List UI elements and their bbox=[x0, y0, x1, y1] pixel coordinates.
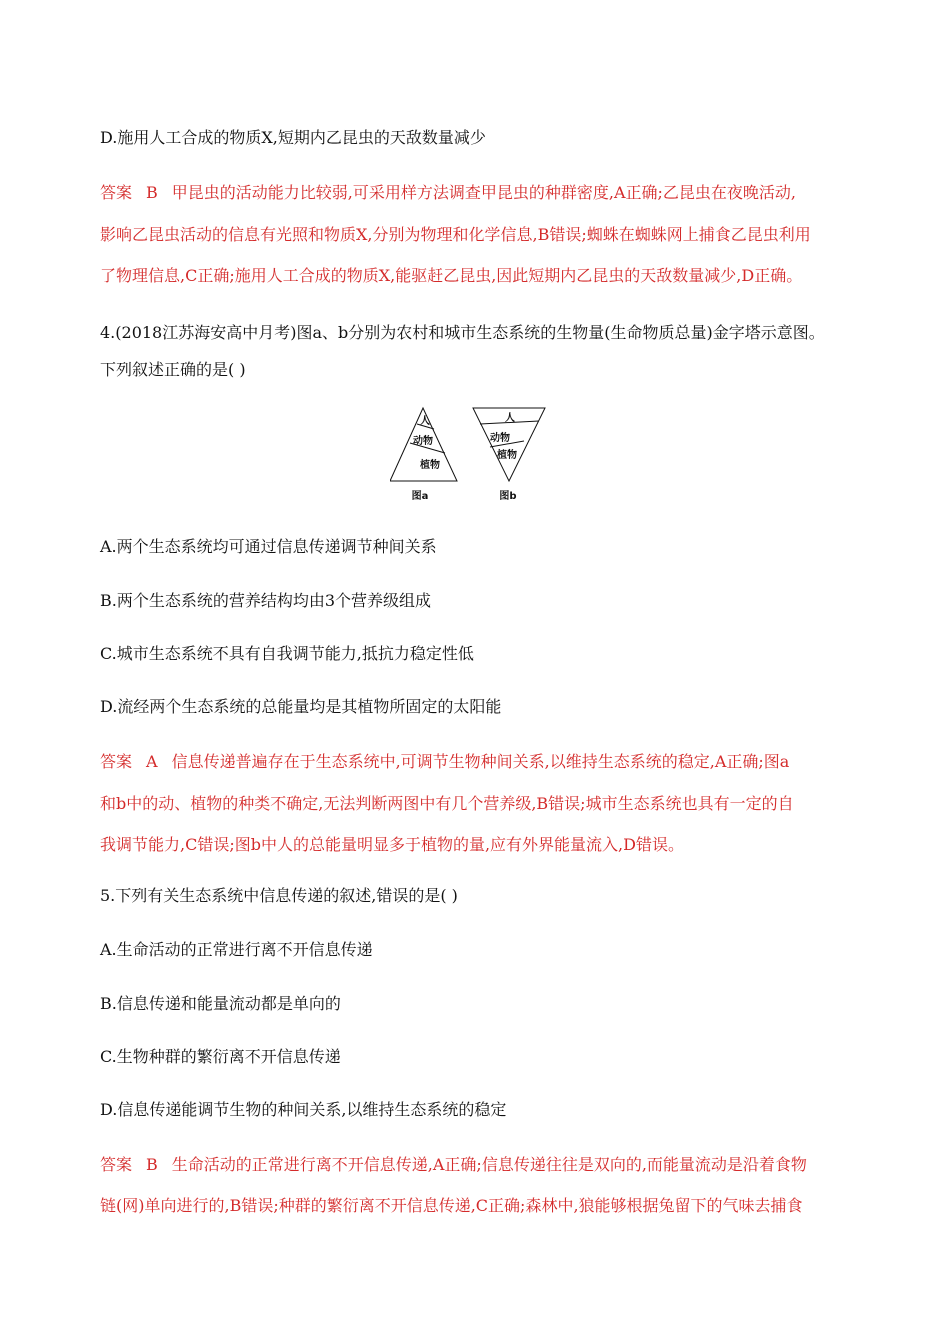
q4-option-b: B.两个生态系统的营养结构均由3个营养级组成 bbox=[100, 591, 432, 610]
q4-stem-line-1: 4.(2018江苏海安高中月考)图a、b分别为农村和城市生态系统的生物量(生命物质总量)金字塔示意图。 bbox=[100, 323, 825, 342]
answer-key: B bbox=[146, 1155, 158, 1174]
answer-label: 答案 bbox=[100, 183, 133, 202]
q4-answer-line-3: 我调节能力,C错误;图b中人的总能量明显多于植物的量,应有外界能量流入,D错误。 bbox=[100, 835, 684, 854]
q3-answer-line-1 bbox=[100, 183, 860, 203]
pyramid-b bbox=[473, 408, 545, 502]
answer-explanation: 甲昆虫的活动能力比较弱,可采用样方法调查甲昆虫的种群密度,A正确;乙昆虫在夜晚活动, bbox=[171, 183, 796, 202]
answer-key: B bbox=[146, 183, 158, 202]
q4-answer-line-2: 和b中的动、植物的种类不确定,无法判断两图中有几个营养级,B错误;城市生态系统也具有一定的自 bbox=[100, 794, 794, 813]
q3-answer-line-3: 了物理信息,C正确;施用人工合成的物质X,能驱赶乙昆虫,因此短期内乙昆虫的天敌数量减少,D正确。 bbox=[100, 266, 803, 285]
q5-answer-line-1 bbox=[100, 1155, 860, 1175]
pyramid-figure bbox=[390, 403, 560, 503]
q5-option-b: B.信息传递和能量流动都是单向的 bbox=[100, 994, 341, 1013]
pyramid-a-bottom-label: 植物 bbox=[420, 460, 440, 471]
q4-answer-line-1 bbox=[100, 752, 860, 772]
q5-option-a: A.生命活动的正常进行离不开信息传递 bbox=[100, 940, 373, 959]
pyramid-a-middle-label: 动物 bbox=[413, 436, 433, 447]
q3-option-d: D.施用人工合成的物质X,短期内乙昆虫的天敌数量减少 bbox=[100, 128, 486, 147]
q5-stem: 5.下列有关生态系统中信息传递的叙述,错误的是( ) bbox=[100, 886, 458, 905]
answer-label: 答案 bbox=[100, 1155, 133, 1174]
pyramid-b-middle-label: 动物 bbox=[490, 433, 510, 444]
q4-option-d: D.流经两个生态系统的总能量均是其植物所固定的太阳能 bbox=[100, 697, 502, 716]
q4-stem-line-2: 下列叙述正确的是( ) bbox=[100, 360, 246, 379]
pyramid-b-caption: 图b bbox=[499, 491, 517, 502]
q3-answer-line-2: 影响乙昆虫活动的信息有光照和物质X,分别为物理和化学信息,B错误;蜘蛛在蜘蛛网上捕食乙昆虫利用 bbox=[100, 225, 811, 244]
answer-key: A bbox=[146, 752, 158, 771]
q4-option-c: C.城市生态系统不具有自我调节能力,抵抗力稳定性低 bbox=[100, 644, 474, 663]
q4-option-a: A.两个生态系统均可通过信息传递调节种间关系 bbox=[100, 537, 437, 556]
q5-option-c: C.生物种群的繁衍离不开信息传递 bbox=[100, 1047, 341, 1066]
q5-answer-line-2: 链(网)单向进行的,B错误;种群的繁衍离不开信息传递,C正确;森林中,狼能够根据兔留下的气味去捕食 bbox=[100, 1196, 803, 1215]
q5-option-d: D.信息传递能调节生物的种间关系,以维持生态系统的稳定 bbox=[100, 1100, 507, 1119]
pyramid-a-caption: 图a bbox=[411, 491, 429, 502]
pyramid-b-top-label: 人 bbox=[505, 413, 515, 424]
answer-label: 答案 bbox=[100, 752, 133, 771]
pyramid-a-top-label: 人 bbox=[420, 416, 430, 427]
answer-explanation: 信息传递普遍存在于生态系统中,可调节生物种间关系,以维持生态系统的稳定,A正确;图a bbox=[171, 752, 790, 771]
answer-explanation: 生命活动的正常进行离不开信息传递,A正确;信息传递往往是双向的,而能量流动是沿着食物 bbox=[171, 1155, 807, 1174]
pyramid-a bbox=[390, 408, 457, 502]
pyramid-b-bottom-label: 植物 bbox=[497, 450, 517, 461]
